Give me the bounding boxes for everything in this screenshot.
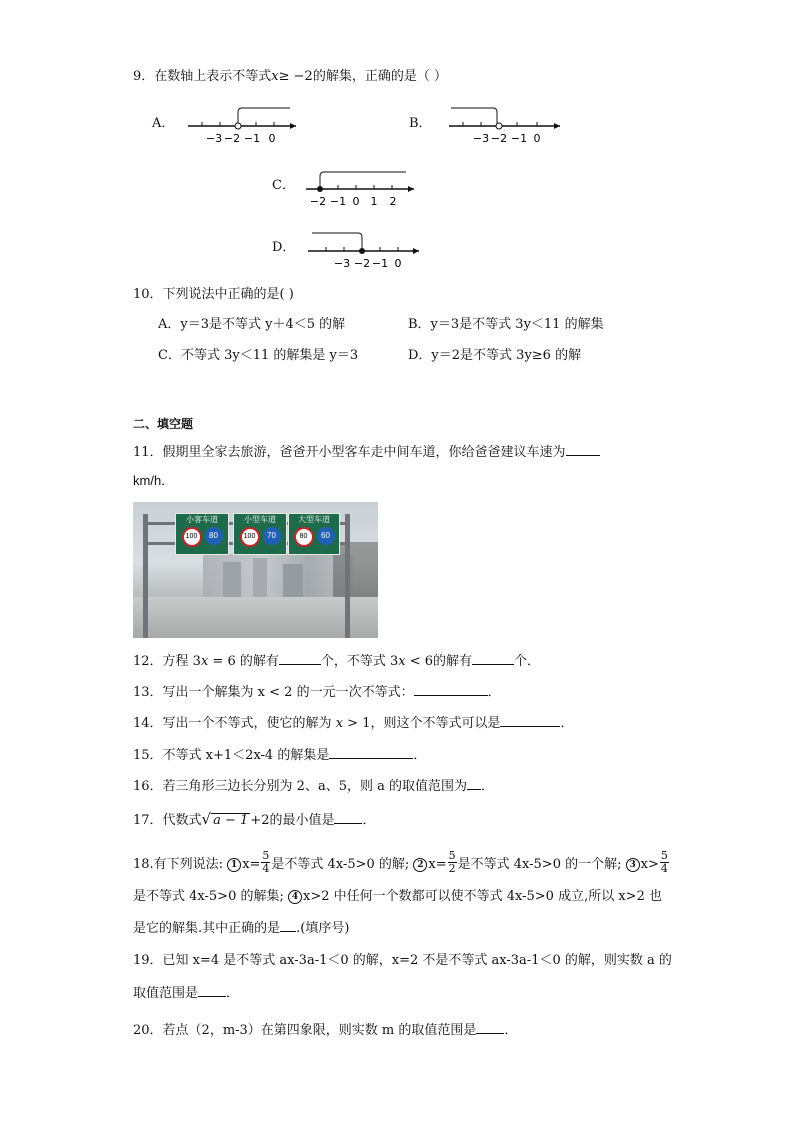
number-line-a — [186, 102, 301, 148]
q9-option-a-label: A． — [152, 116, 175, 131]
max-speed-sign: 100 — [182, 527, 202, 547]
q20: 20．若点（2，m-3）在第四象限，则实数 m 的取值范围是 ． — [133, 1020, 517, 1040]
q19-line2: 取值范围是 ． — [133, 983, 239, 1003]
circled-number: 1 — [227, 858, 241, 872]
answer-blank[interactable] — [329, 745, 413, 759]
tick-label: −1 — [243, 132, 261, 145]
q10-option-b: B．y＝3是不等式 3y＜11 的解集 — [408, 317, 604, 332]
highway-photo — [133, 502, 378, 638]
number-line-b — [447, 102, 565, 148]
tick-label: 2 — [389, 195, 397, 208]
min-speed-sign: 80 — [205, 527, 223, 545]
tick-label: 1 — [370, 195, 378, 208]
tick-label: 0 — [533, 132, 541, 145]
tick-label: −2 — [309, 195, 327, 208]
min-speed-sign: 70 — [263, 527, 281, 545]
q9-option-d-label: D． — [272, 240, 296, 255]
q17: 17．代数式√ a − 1 +2的最小值是 ． — [133, 810, 376, 828]
tick-label: −1 — [371, 257, 389, 270]
q14: 14．写出一个不等式，使它的解为 x > 1，则这个不等式可以是 ． — [133, 713, 573, 733]
circled-number: 3 — [626, 858, 640, 872]
tick-label: −2 — [353, 257, 371, 270]
tick-label: −3 — [472, 132, 490, 145]
max-speed-sign: 80 — [294, 527, 314, 547]
lane-sign — [233, 513, 287, 555]
radicand: a − 1 — [213, 813, 249, 828]
answer-blank[interactable] — [566, 442, 600, 456]
q18-line1: 18.有下列说法: 1 x= $\frac{5}{4}$ 是不等式 4x-5>0 的解; 2 x= $\frac{5}{2}$ 是不等式 4x-5>0 的一个解; 3 x> $\frac{5}{4}$ — [133, 849, 668, 875]
tick-label: −2 — [223, 132, 241, 145]
q19-line1: 19．已知 x=4 是不等式 ax-3a-1＜0 的解，x=2 不是不等式 ax-3a-1＜0 的解，则实数 a 的 — [133, 953, 672, 968]
tick-label: −2 — [490, 132, 508, 145]
circled-number: 4 — [288, 890, 302, 904]
tick-label: 0 — [268, 132, 276, 145]
tick-label: −3 — [333, 257, 351, 270]
answer-blank[interactable] — [198, 983, 226, 997]
answer-blank[interactable] — [279, 651, 321, 665]
q9-option-b-label: B． — [409, 116, 432, 131]
fraction: $\frac{5}{4}$ — [262, 849, 270, 875]
q11-line1: 11．假期里全家去旅游，爸爸开小型客车走中间车道，你给爸爸建议车速为 — [133, 442, 600, 462]
circled-number: 2 — [413, 858, 427, 872]
q10-option-c: C．不等式 3y＜11 的解集是 y＝3 — [158, 348, 359, 363]
q18-line3: 是它的解集.其中正确的是 .(填序号) — [133, 918, 349, 938]
answer-blank[interactable] — [414, 682, 488, 696]
answer-blank[interactable] — [467, 776, 481, 790]
q10-stem: 10．下列说法中正确的是( ) — [133, 287, 294, 302]
number-line-d — [306, 225, 424, 271]
tick-label: −3 — [205, 132, 223, 145]
tick-label: 0 — [352, 195, 360, 208]
tick-label: −1 — [329, 195, 347, 208]
answer-blank[interactable] — [280, 918, 296, 932]
section-heading: 二、填空题 — [133, 417, 194, 431]
q18-line2: 是不等式 4x-5>0 的解集; 4 x>2 中任何一个数都可以使不等式 4x-5>0 成立,所以 x>2 也 — [133, 889, 662, 904]
lane-sign-title: 小型车道 — [244, 515, 276, 524]
q11-line2: km/h． — [133, 473, 175, 488]
answer-blank[interactable] — [334, 810, 362, 824]
q9-option-c-label: C． — [272, 178, 295, 193]
lane-sign — [175, 513, 229, 555]
answer-blank[interactable] — [476, 1020, 504, 1034]
q12: 12．方程 3x = 6 的解有 个，不等式 3x < 6的解有 个． — [133, 651, 540, 671]
q16: 16．若三角形三边长分别为 2、a、5，则 a 的取值范围为 ． — [133, 776, 494, 796]
fraction: $\frac{5}{4}$ — [660, 849, 668, 875]
lane-sign-title: 大型车道 — [298, 515, 330, 524]
fraction: $\frac{5}{2}$ — [448, 849, 456, 875]
answer-blank[interactable] — [500, 713, 560, 727]
lane-sign-title: 小客车道 — [186, 515, 218, 524]
tick-label: 0 — [394, 257, 402, 270]
q10-option-a: A．y＝3是不等式 y＋4＜5 的解 — [158, 317, 346, 332]
q9-stem: 9．在数轴上表示不等式x≥ −2的解集，正确的是（ ） — [133, 69, 447, 84]
q15: 15．不等式 x+1＜2x-4 的解集是 ． — [133, 745, 426, 765]
number-line-c — [304, 165, 419, 211]
q13: 13．写出一个解集为 x < 2 的一元一次不等式： ． — [133, 682, 501, 702]
answer-blank[interactable] — [472, 651, 514, 665]
tick-label: −1 — [510, 132, 528, 145]
lane-sign — [288, 513, 340, 555]
q10-option-d: D．y＝2是不等式 3y≥6 的解 — [408, 348, 582, 363]
max-speed-sign: 100 — [240, 527, 260, 547]
min-speed-sign: 60 — [317, 527, 335, 545]
